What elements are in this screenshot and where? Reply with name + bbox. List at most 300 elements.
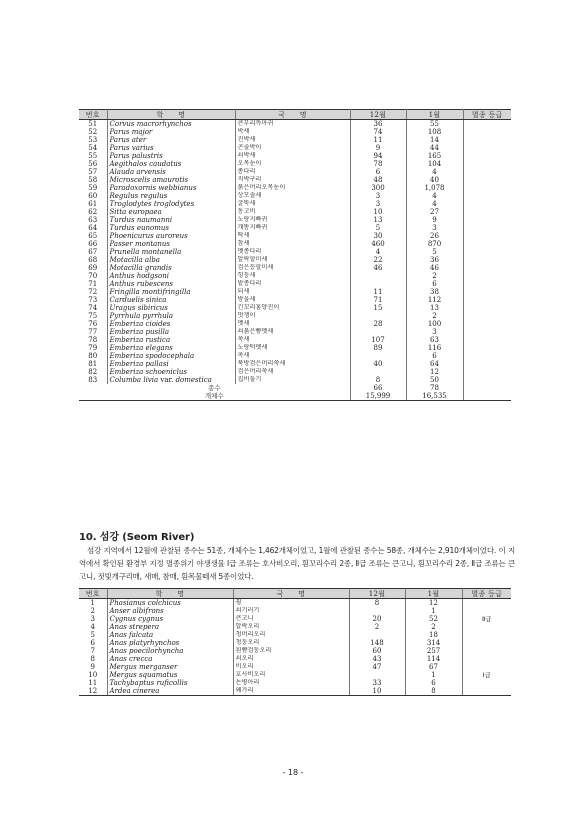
cell-korean-name: 상모솔새: [235, 192, 350, 200]
cell-scientific-name: Emberiza elegans: [107, 344, 235, 352]
cell-december-count: [350, 272, 406, 280]
table-row: [79, 312, 511, 320]
cell-korean-name: 노랑턱멧새: [235, 344, 350, 352]
cell-endangered-grade: [462, 607, 511, 615]
cell-endangered-grade: [463, 360, 511, 368]
cell-number: 75: [79, 312, 107, 320]
total-december: 66: [350, 384, 406, 392]
cell-korean-name: 쇠오리: [233, 655, 349, 663]
cell-number: 54: [79, 144, 107, 152]
cell-scientific-name: Anas crecca: [107, 655, 233, 663]
cell-december-count: 40: [350, 360, 406, 368]
cell-korean-name: 알락할미새: [235, 256, 350, 264]
cell-january-count: 8: [405, 687, 462, 696]
cell-korean-name: 박새: [235, 128, 350, 136]
total-january: 78: [406, 384, 463, 392]
cell-december-count: [349, 671, 405, 679]
cell-scientific-name: Emberiza pusilla: [107, 328, 235, 336]
cell-scientific-name: Microscelis amaurotis: [107, 176, 235, 184]
cell-scientific-name: Sitta europaea: [107, 208, 235, 216]
cell-december-count: 47: [349, 663, 405, 671]
table-row: [79, 615, 511, 623]
cell-december-count: 3: [350, 200, 406, 208]
cell-korean-name: 멋쟁이: [235, 312, 350, 320]
total-grade: [463, 392, 511, 401]
cell-scientific-name: Phasianus colchicus: [107, 599, 233, 608]
cell-december-count: [349, 631, 405, 639]
cell-endangered-grade: [462, 623, 511, 631]
cell-endangered-grade: [463, 288, 511, 296]
cell-korean-name: 검은머리쑥새: [235, 368, 350, 376]
cell-scientific-name: Cygnus cygnus: [107, 615, 233, 623]
cell-number: 67: [79, 248, 107, 256]
cell-endangered-grade: Ⅰ급: [462, 671, 511, 679]
cell-number: 73: [79, 296, 107, 304]
cell-scientific-name: Uragus sibiricus: [107, 304, 235, 312]
table-row: [79, 168, 511, 176]
table-row: [79, 208, 511, 216]
cell-endangered-grade: [463, 168, 511, 176]
cell-january-count: 26: [406, 232, 463, 240]
cell-endangered-grade: [462, 679, 511, 687]
cell-january-count: 1: [405, 607, 462, 615]
cell-endangered-grade: [462, 639, 511, 647]
cell-number: 8: [79, 655, 107, 663]
cell-korean-name: 직박구리: [235, 176, 350, 184]
cell-january-count: 46: [406, 264, 463, 272]
table-row: [79, 360, 511, 368]
cell-january-count: 3: [406, 224, 463, 232]
cell-number: 55: [79, 152, 107, 160]
table-row: [79, 368, 511, 376]
total-label: 개체수: [79, 392, 350, 401]
cell-number: 76: [79, 320, 107, 328]
cell-january-count: 108: [406, 128, 463, 136]
cell-january-count: 13: [406, 304, 463, 312]
cell-december-count: 48: [350, 176, 406, 184]
cell-january-count: 4: [406, 200, 463, 208]
cell-endangered-grade: [463, 304, 511, 312]
cell-korean-name: 되새: [235, 288, 350, 296]
cell-scientific-name: Regulus regulus: [107, 192, 235, 200]
cell-endangered-grade: [463, 152, 511, 160]
cell-endangered-grade: [463, 280, 511, 288]
total-january: 16,535: [406, 392, 463, 401]
cell-scientific-name: Mergus squamatus: [107, 671, 233, 679]
cell-number: 7: [79, 647, 107, 655]
cell-scientific-name: Anthus rubescens: [107, 280, 235, 288]
header-january: 1월: [405, 589, 462, 599]
table-row: [79, 288, 511, 296]
cell-january-count: 1,078: [406, 184, 463, 192]
cell-endangered-grade: Ⅱ급: [462, 615, 511, 623]
cell-december-count: [349, 607, 405, 615]
cell-january-count: 40: [406, 176, 463, 184]
cell-endangered-grade: [463, 296, 511, 304]
cell-january-count: 2: [405, 623, 462, 631]
header-december: 12월: [350, 110, 406, 120]
cell-number: 59: [79, 184, 107, 192]
cell-scientific-name: Phoenicurus auroreus: [107, 232, 235, 240]
cell-january-count: 870: [406, 240, 463, 248]
table-row: [79, 639, 511, 647]
table-row: [79, 136, 511, 144]
cell-january-count: 114: [405, 655, 462, 663]
cell-korean-name: 청둥오리: [233, 639, 349, 647]
table-row: [79, 192, 511, 200]
cell-endangered-grade: [463, 336, 511, 344]
cell-scientific-name: Anas strepera: [107, 623, 233, 631]
table-total-row: [79, 392, 511, 401]
table-row: [79, 607, 511, 615]
cell-january-count: 5: [406, 248, 463, 256]
cell-january-count: 12: [406, 368, 463, 376]
cell-december-count: 460: [350, 240, 406, 248]
table-row: [79, 344, 511, 352]
cell-number: 71: [79, 280, 107, 288]
cell-december-count: 46: [350, 264, 406, 272]
table-body: [79, 599, 511, 696]
cell-december-count: 36: [350, 120, 406, 129]
cell-january-count: 52: [405, 615, 462, 623]
cell-scientific-name: Parus ater: [107, 136, 235, 144]
cell-january-count: 36: [406, 256, 463, 264]
cell-december-count: 107: [350, 336, 406, 344]
cell-korean-name: 검은등할미새: [235, 264, 350, 272]
table-row: [79, 248, 511, 256]
table-row: [79, 120, 511, 129]
cell-number: 70: [79, 272, 107, 280]
cell-number: 9: [79, 663, 107, 671]
cell-december-count: 74: [350, 128, 406, 136]
cell-number: 53: [79, 136, 107, 144]
bird-survey-table-1: [79, 109, 511, 401]
cell-number: 57: [79, 168, 107, 176]
table-row: [79, 655, 511, 663]
cell-scientific-name: Passer montanus: [107, 240, 235, 248]
cell-scientific-name: Emberiza rustica: [107, 336, 235, 344]
table-row: [79, 256, 511, 264]
cell-korean-name: 쇠기러기: [233, 607, 349, 615]
cell-scientific-name: Motacilla grandis: [107, 264, 235, 272]
cell-january-count: 14: [406, 136, 463, 144]
table-row: [79, 280, 511, 288]
cell-endangered-grade: [463, 200, 511, 208]
cell-december-count: 43: [349, 655, 405, 663]
cell-january-count: 12: [405, 599, 462, 608]
cell-scientific-name: Emberiza pallasi: [107, 360, 235, 368]
cell-endangered-grade: [463, 208, 511, 216]
cell-korean-name: 곤줄박이: [235, 144, 350, 152]
cell-number: 61: [79, 200, 107, 208]
cell-endangered-grade: [462, 599, 511, 608]
table-row: [79, 216, 511, 224]
cell-scientific-name: Aegithalos caudatus: [107, 160, 235, 168]
cell-scientific-name: Parus major: [107, 128, 235, 136]
table-row: [79, 224, 511, 232]
header-january: 1월: [406, 110, 463, 120]
cell-january-count: 116: [406, 344, 463, 352]
cell-december-count: 10: [350, 208, 406, 216]
cell-number: 68: [79, 256, 107, 264]
cell-number: 52: [79, 128, 107, 136]
header-december: 12월: [349, 589, 405, 599]
cell-endangered-grade: [463, 352, 511, 360]
table-row: [79, 264, 511, 272]
table-row: [79, 160, 511, 168]
cell-scientific-name: Pyrrhula pyrrhula: [107, 312, 235, 320]
cell-december-count: 148: [349, 639, 405, 647]
cell-endangered-grade: [463, 224, 511, 232]
table-row: [79, 304, 511, 312]
cell-december-count: 4: [350, 248, 406, 256]
cell-korean-name: 딱새: [235, 232, 350, 240]
cell-korean-name: 집비둘기: [235, 376, 350, 384]
cell-korean-name: 노랑지빠귀: [235, 216, 350, 224]
cell-scientific-name: Mergus merganser: [107, 663, 233, 671]
table-row: [79, 272, 511, 280]
cell-scientific-name: Corvus macrorhynchos: [107, 120, 235, 129]
cell-korean-name: 청머리오리: [233, 631, 349, 639]
table-row: [79, 152, 511, 160]
cell-scientific-name: Anser albifrons: [107, 607, 233, 615]
cell-korean-name: 비오리: [233, 663, 349, 671]
table-row: [79, 599, 511, 608]
table-row: [79, 176, 511, 184]
cell-december-count: 28: [350, 320, 406, 328]
cell-scientific-name: Motacilla alba: [107, 256, 235, 264]
table-row: [79, 296, 511, 304]
cell-scientific-name: Emberiza schoeniclus: [107, 368, 235, 376]
cell-scientific-name: Emberiza spodocephala: [107, 352, 235, 360]
cell-january-count: 2: [406, 272, 463, 280]
cell-december-count: 5: [350, 224, 406, 232]
cell-january-count: 38: [406, 288, 463, 296]
header-number: 번호: [79, 110, 107, 120]
cell-number: 82: [79, 368, 107, 376]
cell-korean-name: 굴뚝새: [235, 200, 350, 208]
cell-korean-name: 큰고니: [233, 615, 349, 623]
cell-december-count: 20: [349, 615, 405, 623]
cell-number: 80: [79, 352, 107, 360]
cell-number: 78: [79, 336, 107, 344]
cell-number: 1: [79, 599, 107, 608]
cell-january-count: 165: [406, 152, 463, 160]
table-total-row: [79, 384, 511, 392]
cell-scientific-name: Ardea cinerea: [107, 687, 233, 696]
cell-december-count: 60: [349, 647, 405, 655]
cell-korean-name: 알락오리: [233, 623, 349, 631]
cell-december-count: [350, 352, 406, 360]
cell-december-count: [350, 368, 406, 376]
cell-endangered-grade: [462, 687, 511, 696]
cell-endangered-grade: [463, 328, 511, 336]
cell-endangered-grade: [463, 264, 511, 272]
cell-december-count: 2: [349, 623, 405, 631]
page-number: - 18 -: [282, 768, 304, 777]
cell-number: 74: [79, 304, 107, 312]
total-december: 15,999: [350, 392, 406, 401]
cell-korean-name: 긴꼬리홍양진이: [235, 304, 350, 312]
section-heading: 10. 섬강 (Seom River): [79, 532, 195, 543]
cell-number: 58: [79, 176, 107, 184]
cell-endangered-grade: [463, 256, 511, 264]
cell-endangered-grade: [462, 655, 511, 663]
cell-number: 63: [79, 216, 107, 224]
table-body: [79, 120, 511, 401]
table-row: [79, 352, 511, 360]
cell-december-count: 22: [350, 256, 406, 264]
cell-january-count: 1: [405, 671, 462, 679]
cell-korean-name: 쇠박새: [235, 152, 350, 160]
cell-endangered-grade: [462, 663, 511, 671]
cell-january-count: 2: [406, 312, 463, 320]
cell-number: 56: [79, 160, 107, 168]
header-endangered-grade: 멸종 등급: [462, 589, 511, 599]
bird-survey-table-2: [79, 588, 511, 696]
cell-scientific-name: Prunella montanella: [107, 248, 235, 256]
header-korean-name: 국 명: [235, 110, 350, 120]
cell-scientific-name: Columba livia var. domestica: [107, 376, 235, 384]
cell-december-count: 6: [350, 168, 406, 176]
header-endangered-grade: 멸종 등급: [463, 110, 511, 120]
table-row: [79, 336, 511, 344]
cell-korean-name: 큰부리까마귀: [235, 120, 350, 129]
cell-january-count: 6: [405, 679, 462, 687]
cell-december-count: 30: [350, 232, 406, 240]
cell-january-count: 18: [405, 631, 462, 639]
cell-endangered-grade: [463, 248, 511, 256]
cell-number: 72: [79, 288, 107, 296]
cell-january-count: 4: [406, 168, 463, 176]
table-row: [79, 687, 511, 696]
table-header-row: [79, 110, 511, 120]
section-paragraph: 섬강 지역에서 12월에 관찰된 종수는 51종, 개체수는 1,462개체이었고, 1월에 관찰된 종수는 58종, 개체수는 2,910개체이었다. 이 지역에서 확인된 환경부 지정 멸종위기 야생생물 Ⅰ급 조류는 호사비오리, 흰꼬리수리 2종, Ⅱ급 조류는 큰고니, 흰꼬리수리 2종, Ⅱ급 조류는 큰고니, 젓빛개구리매, 새매, 참매, 흰목물떼새 5종이었다.: [79, 546, 515, 581]
table-row: [79, 200, 511, 208]
cell-number: 64: [79, 224, 107, 232]
cell-endangered-grade: [463, 128, 511, 136]
cell-number: 66: [79, 240, 107, 248]
table-row: [79, 623, 511, 631]
cell-endangered-grade: [463, 240, 511, 248]
cell-january-count: 63: [406, 336, 463, 344]
cell-scientific-name: Tachybaptus ruficollis: [107, 679, 233, 687]
cell-january-count: 44: [406, 144, 463, 152]
table-row: [79, 671, 511, 679]
cell-scientific-name: Anas falcata: [107, 631, 233, 639]
table-row: [79, 128, 511, 136]
header-scientific-name: 학 명: [107, 110, 235, 120]
cell-korean-name: 쇠붉은뺨멧새: [235, 328, 350, 336]
cell-korean-name: 북방검은머리쑥새: [235, 360, 350, 368]
cell-number: 51: [79, 120, 107, 129]
cell-korean-name: 쑥새: [235, 336, 350, 344]
cell-korean-name: 동고비: [235, 208, 350, 216]
cell-korean-name: 멧새: [235, 320, 350, 328]
cell-january-count: 4: [406, 192, 463, 200]
cell-number: 60: [79, 192, 107, 200]
table-row: [79, 376, 511, 384]
cell-number: 79: [79, 344, 107, 352]
cell-december-count: 94: [350, 152, 406, 160]
cell-january-count: 257: [405, 647, 462, 655]
table-row: [79, 647, 511, 655]
cell-number: 81: [79, 360, 107, 368]
cell-korean-name: 꿩: [233, 599, 349, 608]
cell-number: 69: [79, 264, 107, 272]
table-row: [79, 184, 511, 192]
cell-endangered-grade: [463, 120, 511, 129]
cell-january-count: 67: [405, 663, 462, 671]
cell-december-count: 89: [350, 344, 406, 352]
cell-number: 5: [79, 631, 107, 639]
cell-endangered-grade: [463, 312, 511, 320]
header-number: 번호: [79, 589, 107, 599]
cell-endangered-grade: [463, 272, 511, 280]
cell-endangered-grade: [463, 232, 511, 240]
cell-korean-name: 힝둥새: [235, 272, 350, 280]
cell-korean-name: 호사비오리: [233, 671, 349, 679]
cell-korean-name: 개똥지빠귀: [235, 224, 350, 232]
cell-number: 62: [79, 208, 107, 216]
cell-december-count: 11: [350, 288, 406, 296]
cell-scientific-name: Parus palustris: [107, 152, 235, 160]
cell-december-count: 15: [350, 304, 406, 312]
total-grade: [463, 384, 511, 392]
cell-number: 4: [79, 623, 107, 631]
cell-endangered-grade: [462, 631, 511, 639]
cell-scientific-name: Turdus eunomus: [107, 224, 235, 232]
cell-january-count: 55: [406, 120, 463, 129]
cell-december-count: 8: [350, 376, 406, 384]
cell-korean-name: 왜가리: [233, 687, 349, 696]
cell-korean-name: 멧종다리: [235, 248, 350, 256]
cell-korean-name: 밭종다리: [235, 280, 350, 288]
header-scientific-name: 학 명: [107, 589, 233, 599]
table-row: [79, 328, 511, 336]
cell-number: 2: [79, 607, 107, 615]
cell-december-count: 10: [349, 687, 405, 696]
cell-number: 3: [79, 615, 107, 623]
cell-endangered-grade: [463, 144, 511, 152]
cell-january-count: 9: [406, 216, 463, 224]
cell-endangered-grade: [463, 320, 511, 328]
table-row: [79, 631, 511, 639]
cell-endangered-grade: [463, 344, 511, 352]
cell-december-count: 13: [350, 216, 406, 224]
cell-endangered-grade: [463, 184, 511, 192]
cell-january-count: 27: [406, 208, 463, 216]
table-row: [79, 240, 511, 248]
total-label: 종수: [79, 384, 350, 392]
cell-endangered-grade: [462, 647, 511, 655]
cell-number: 65: [79, 232, 107, 240]
cell-endangered-grade: [463, 368, 511, 376]
cell-scientific-name: Fringilla montifringilla: [107, 288, 235, 296]
cell-number: 77: [79, 328, 107, 336]
cell-number: 12: [79, 687, 107, 696]
table-row: [79, 144, 511, 152]
cell-december-count: 3: [350, 192, 406, 200]
cell-scientific-name: Carduelis sinica: [107, 296, 235, 304]
table-row: [79, 663, 511, 671]
cell-december-count: [350, 328, 406, 336]
cell-scientific-name: Emberiza cioides: [107, 320, 235, 328]
cell-scientific-name: Turdus naumanni: [107, 216, 235, 224]
cell-scientific-name: Alauda arvensis: [107, 168, 235, 176]
cell-korean-name: 참새: [235, 240, 350, 248]
cell-scientific-name: Anas platyrhynchos: [107, 639, 233, 647]
